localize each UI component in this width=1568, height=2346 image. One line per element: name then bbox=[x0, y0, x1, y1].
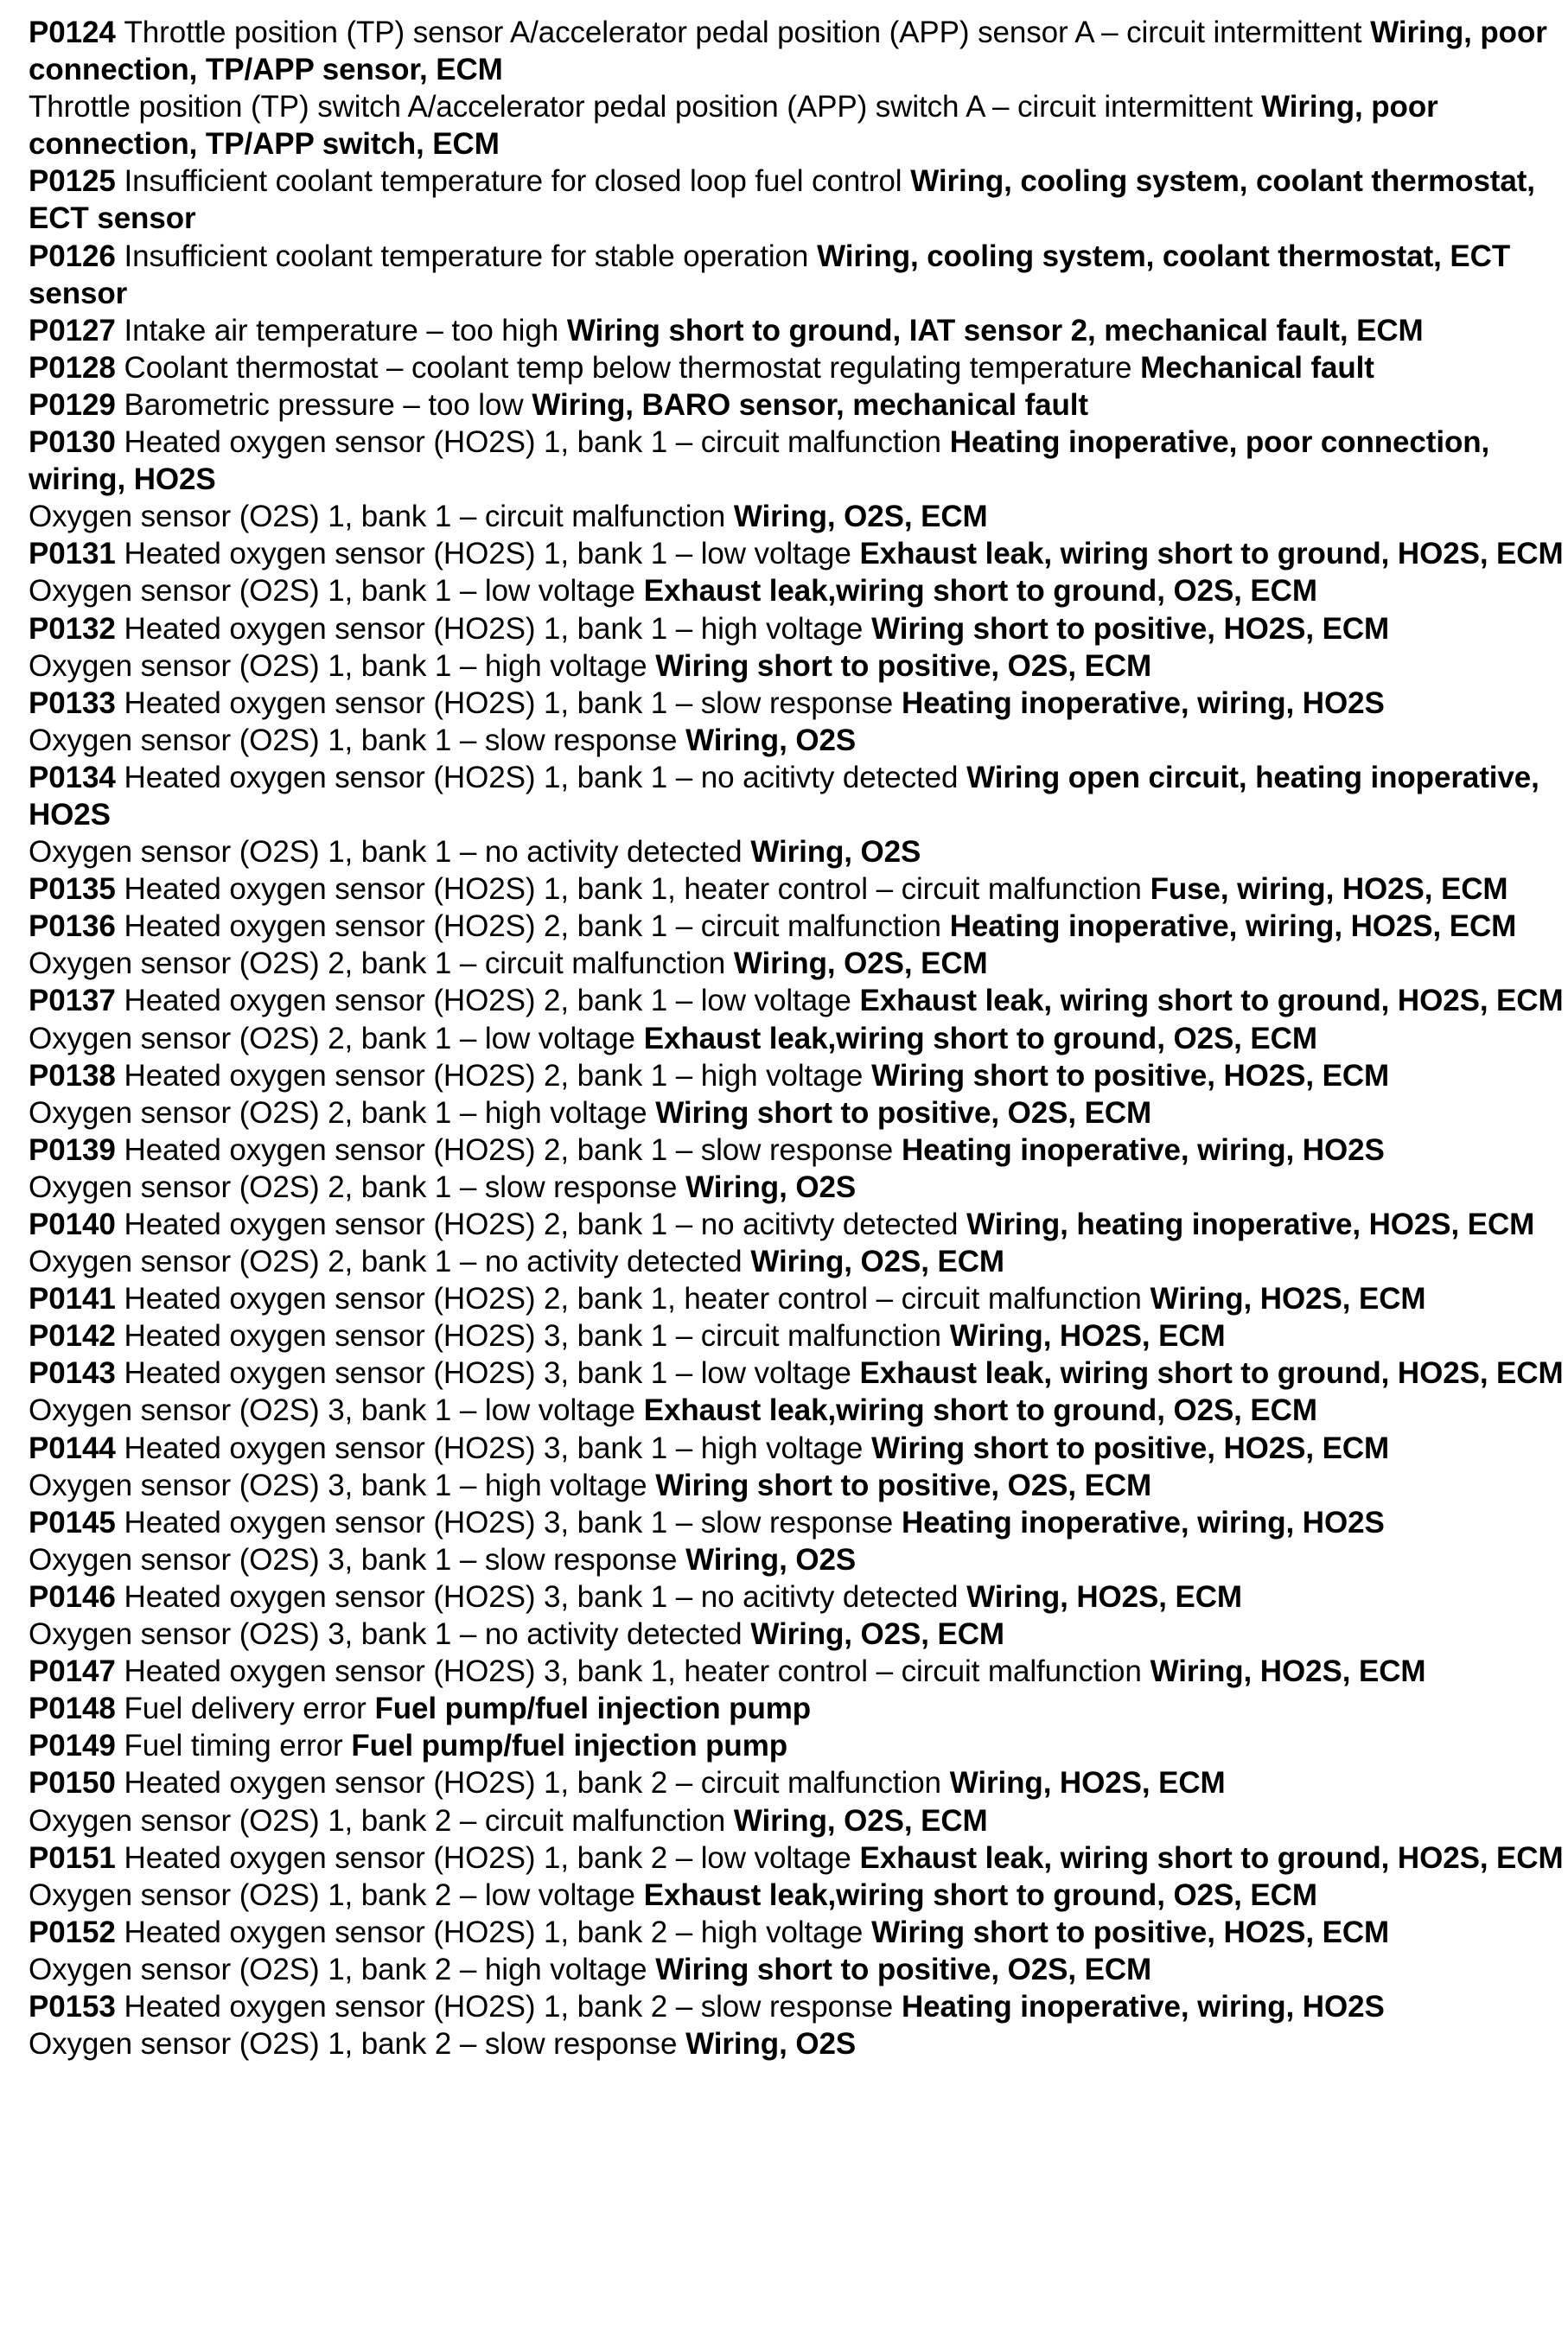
dtc-description: Heated oxygen sensor (HO2S) 2, bank 1 – circuit malfunction bbox=[124, 909, 941, 944]
dtc-entry bbox=[29, 722, 1568, 759]
dtc-description: Heated oxygen sensor (HO2S) 3, bank 1 – circuit malfunction bbox=[124, 1319, 941, 1354]
dtc-entry bbox=[29, 1467, 1568, 1504]
dtc-entry bbox=[29, 1541, 1568, 1578]
dtc-code: P0133 bbox=[29, 685, 116, 720]
dtc-description: Oxygen sensor (O2S) 2, bank 1 – circuit malfunction bbox=[29, 947, 726, 981]
dtc-entry bbox=[29, 312, 1568, 349]
dtc-code: P0127 bbox=[29, 313, 116, 347]
dtc-code: P0125 bbox=[29, 164, 116, 199]
dtc-entry bbox=[29, 1094, 1568, 1132]
dtc-description: Insufficient coolant temperature for closed loop fuel control bbox=[124, 164, 902, 199]
dtc-causes: Wiring, cooling system, coolant thermostat, ECT sensor bbox=[29, 164, 1535, 236]
dtc-causes: Heating inoperative, wiring, HO2S bbox=[901, 1505, 1385, 1540]
dtc-entry bbox=[29, 1430, 1568, 1467]
dtc-entry bbox=[29, 759, 1568, 833]
dtc-entry bbox=[29, 14, 1568, 88]
dtc-code: P0137 bbox=[29, 984, 116, 1018]
dtc-causes: Exhaust leak, wiring short to ground, HO2S, ECM bbox=[859, 537, 1564, 571]
dtc-entry bbox=[29, 1206, 1568, 1243]
dtc-causes: Wiring, HO2S, ECM bbox=[949, 1766, 1226, 1801]
dtc-description: Oxygen sensor (O2S) 1, bank 1 – no activity detected bbox=[29, 835, 743, 870]
dtc-entry bbox=[29, 163, 1568, 237]
dtc-entry bbox=[29, 908, 1568, 945]
dtc-code: P0138 bbox=[29, 1058, 116, 1093]
dtc-entry bbox=[29, 1802, 1568, 1839]
dtc-entry bbox=[29, 685, 1568, 722]
dtc-description: Oxygen sensor (O2S) 2, bank 1 – no activity detected bbox=[29, 1245, 743, 1279]
dtc-description: Heated oxygen sensor (HO2S) 2, bank 1, heater control – circuit malfunction bbox=[124, 1282, 1142, 1316]
dtc-causes: Exhaust leak,wiring short to ground, O2S, ECM bbox=[643, 1393, 1317, 1428]
dtc-description: Heated oxygen sensor (HO2S) 1, bank 1 – circuit malfunction bbox=[124, 425, 941, 460]
dtc-entry bbox=[29, 572, 1568, 609]
dtc-entry bbox=[29, 1727, 1568, 1764]
dtc-description: Oxygen sensor (O2S) 2, bank 1 – high voltage bbox=[29, 1095, 647, 1130]
dtc-code: P0134 bbox=[29, 760, 116, 794]
dtc-causes: Wiring, O2S bbox=[750, 835, 921, 870]
dtc-causes: Wiring short to ground, IAT sensor 2, mechanical fault, ECM bbox=[566, 313, 1424, 347]
dtc-code: P0151 bbox=[29, 1840, 116, 1875]
dtc-entry bbox=[29, 1914, 1568, 1951]
dtc-entry bbox=[29, 1951, 1568, 1988]
dtc-causes: Exhaust leak,wiring short to ground, O2S, ECM bbox=[643, 574, 1317, 609]
dtc-description: Oxygen sensor (O2S) 3, bank 1 – slow response bbox=[29, 1542, 678, 1577]
dtc-description: Fuel delivery error bbox=[124, 1692, 367, 1726]
dtc-causes: Exhaust leak,wiring short to ground, O2S, ECM bbox=[643, 1877, 1317, 1912]
dtc-code: P0124 bbox=[29, 16, 116, 49]
dtc-description: Heated oxygen sensor (HO2S) 1, bank 2 – slow response bbox=[124, 1989, 894, 2024]
dtc-causes: Heating inoperative, wiring, HO2S bbox=[901, 1989, 1385, 2024]
dtc-causes: Exhaust leak,wiring short to ground, O2S, ECM bbox=[643, 1021, 1317, 1055]
dtc-description: Oxygen sensor (O2S) 1, bank 2 – high voltage bbox=[29, 1952, 647, 1986]
dtc-code: P0141 bbox=[29, 1282, 116, 1316]
dtc-description: Heated oxygen sensor (HO2S) 2, bank 1 – no acitivty detected bbox=[124, 1208, 959, 1241]
dtc-code: P0144 bbox=[29, 1431, 116, 1465]
dtc-description: Intake air temperature – too high bbox=[124, 313, 559, 347]
dtc-description: Heated oxygen sensor (HO2S) 3, bank 1 – low voltage bbox=[124, 1356, 851, 1391]
dtc-code: P0150 bbox=[29, 1766, 116, 1801]
dtc-description: Throttle position (TP) sensor A/accelerator pedal position (APP) sensor A – circuit intermittent bbox=[124, 16, 1362, 49]
dtc-causes: Wiring open circuit, heating inoperative, HO2S bbox=[29, 760, 1539, 832]
dtc-description: Heated oxygen sensor (HO2S) 2, bank 1 – low voltage bbox=[124, 984, 851, 1018]
dtc-entry bbox=[29, 1988, 1568, 2025]
dtc-causes: Heating inoperative, poor connection, wiring, HO2S bbox=[29, 425, 1490, 497]
dtc-entry bbox=[29, 1132, 1568, 1169]
dtc-entry bbox=[29, 1392, 1568, 1429]
dtc-description: Oxygen sensor (O2S) 3, bank 1 – no activity detected bbox=[29, 1617, 743, 1652]
dtc-entry bbox=[29, 1653, 1568, 1690]
dtc-causes: Wiring, cooling system, coolant thermostat, ECT sensor bbox=[29, 239, 1511, 310]
dtc-entry bbox=[29, 1504, 1568, 1541]
dtc-causes: Wiring, O2S bbox=[685, 1170, 857, 1204]
dtc-causes: Wiring short to positive, HO2S, ECM bbox=[871, 1058, 1390, 1093]
dtc-description: Heated oxygen sensor (HO2S) 1, bank 1 – high voltage bbox=[124, 611, 864, 646]
dtc-code: P0135 bbox=[29, 872, 116, 907]
dtc-causes: Wiring, O2S, ECM bbox=[733, 1803, 988, 1838]
dtc-description: Coolant thermostat – coolant temp below thermostat regulating temperature bbox=[124, 350, 1132, 385]
dtc-entry bbox=[29, 1877, 1568, 1914]
dtc-causes: Wiring short to positive, O2S, ECM bbox=[655, 1095, 1152, 1130]
dtc-code: P0146 bbox=[29, 1579, 116, 1614]
dtc-entry bbox=[29, 1616, 1568, 1653]
dtc-causes: Heating inoperative, wiring, HO2S bbox=[901, 685, 1385, 720]
dtc-description: Oxygen sensor (O2S) 1, bank 2 – slow response bbox=[29, 2027, 678, 2062]
dtc-causes: Heating inoperative, wiring, HO2S bbox=[901, 1132, 1385, 1167]
dtc-description: Oxygen sensor (O2S) 1, bank 2 – low voltage bbox=[29, 1877, 635, 1912]
dtc-entry bbox=[29, 238, 1568, 312]
dtc-causes: Wiring short to positive, O2S, ECM bbox=[655, 1468, 1152, 1502]
dtc-causes: Fuse, wiring, HO2S, ECM bbox=[1150, 872, 1508, 907]
dtc-causes: Heating inoperative, wiring, HO2S, ECM bbox=[949, 909, 1517, 944]
dtc-entry bbox=[29, 88, 1568, 163]
dtc-description: Heated oxygen sensor (HO2S) 1, bank 1 – no acitivty detected bbox=[124, 760, 959, 794]
dtc-causes: Wiring, O2S bbox=[685, 1542, 857, 1577]
dtc-causes: Fuel pump/fuel injection pump bbox=[374, 1692, 812, 1726]
dtc-description: Oxygen sensor (O2S) 2, bank 1 – low voltage bbox=[29, 1021, 635, 1055]
dtc-entry bbox=[29, 1020, 1568, 1057]
dtc-entry bbox=[29, 647, 1568, 685]
dtc-entry bbox=[29, 1578, 1568, 1616]
dtc-code: P0128 bbox=[29, 350, 116, 385]
dtc-description: Oxygen sensor (O2S) 2, bank 1 – slow response bbox=[29, 1170, 678, 1204]
dtc-causes: Wiring, O2S, ECM bbox=[733, 500, 988, 534]
dtc-description: Heated oxygen sensor (HO2S) 1, bank 1, heater control – circuit malfunction bbox=[124, 872, 1142, 907]
dtc-code-list bbox=[29, 14, 1568, 2062]
dtc-description: Heated oxygen sensor (HO2S) 3, bank 1 – slow response bbox=[124, 1505, 894, 1540]
dtc-code: P0131 bbox=[29, 537, 116, 571]
dtc-entry bbox=[29, 349, 1568, 386]
dtc-causes: Wiring, poor connection, TP/APP sensor, ECM bbox=[29, 16, 1547, 87]
dtc-causes: Wiring, HO2S, ECM bbox=[1150, 1282, 1426, 1316]
dtc-causes: Exhaust leak, wiring short to ground, HO2S, ECM bbox=[859, 1356, 1564, 1391]
dtc-code: P0143 bbox=[29, 1356, 116, 1391]
dtc-description: Insufficient coolant temperature for stable operation bbox=[124, 239, 809, 273]
dtc-entry bbox=[29, 1280, 1568, 1317]
dtc-description: Heated oxygen sensor (HO2S) 3, bank 1, heater control – circuit malfunction bbox=[124, 1654, 1142, 1689]
dtc-entry bbox=[29, 1057, 1568, 1094]
dtc-entry bbox=[29, 833, 1568, 870]
dtc-description: Heated oxygen sensor (HO2S) 2, bank 1 – high voltage bbox=[124, 1058, 864, 1093]
dtc-entry bbox=[29, 424, 1568, 498]
dtc-description: Throttle position (TP) switch A/accelerator pedal position (APP) switch A – circuit intermittent bbox=[29, 90, 1253, 124]
dtc-entry bbox=[29, 1764, 1568, 1801]
dtc-description: Heated oxygen sensor (HO2S) 1, bank 2 – circuit malfunction bbox=[124, 1766, 941, 1801]
dtc-entry bbox=[29, 1169, 1568, 1206]
dtc-entry bbox=[29, 1243, 1568, 1280]
dtc-causes: Wiring, HO2S, ECM bbox=[949, 1319, 1226, 1354]
dtc-entry bbox=[29, 535, 1568, 572]
dtc-causes: Wiring, O2S, ECM bbox=[733, 947, 988, 981]
dtc-description: Oxygen sensor (O2S) 1, bank 2 – circuit malfunction bbox=[29, 1803, 726, 1838]
dtc-causes: Fuel pump/fuel injection pump bbox=[351, 1729, 787, 1763]
dtc-code: P0136 bbox=[29, 909, 116, 944]
dtc-causes: Wiring, HO2S, ECM bbox=[1150, 1654, 1426, 1689]
dtc-causes: Wiring, HO2S, ECM bbox=[966, 1579, 1242, 1614]
dtc-causes: Mechanical fault bbox=[1140, 350, 1374, 385]
dtc-description: Oxygen sensor (O2S) 3, bank 1 – low voltage bbox=[29, 1393, 635, 1428]
dtc-description: Oxygen sensor (O2S) 1, bank 1 – high voltage bbox=[29, 648, 647, 683]
dtc-causes: Exhaust leak, wiring short to ground, HO2S, ECM bbox=[859, 984, 1564, 1018]
dtc-code: P0130 bbox=[29, 425, 116, 460]
dtc-entry bbox=[29, 870, 1568, 908]
dtc-causes: Wiring, O2S bbox=[685, 723, 857, 757]
dtc-entry bbox=[29, 2025, 1568, 2062]
dtc-code: P0140 bbox=[29, 1208, 116, 1241]
dtc-code: P0147 bbox=[29, 1654, 116, 1689]
dtc-description: Oxygen sensor (O2S) 3, bank 1 – high voltage bbox=[29, 1468, 647, 1502]
dtc-causes: Wiring short to positive, HO2S, ECM bbox=[871, 611, 1390, 646]
dtc-description: Heated oxygen sensor (HO2S) 3, bank 1 – high voltage bbox=[124, 1431, 864, 1465]
dtc-description: Heated oxygen sensor (HO2S) 2, bank 1 – slow response bbox=[124, 1132, 894, 1167]
dtc-code: P0152 bbox=[29, 1915, 116, 1949]
dtc-code: P0148 bbox=[29, 1692, 116, 1726]
dtc-causes: Wiring, heating inoperative, HO2S, ECM bbox=[966, 1208, 1535, 1241]
dtc-entry bbox=[29, 610, 1568, 647]
dtc-description: Fuel timing error bbox=[124, 1729, 343, 1763]
dtc-code: P0129 bbox=[29, 387, 116, 422]
dtc-code: P0139 bbox=[29, 1132, 116, 1167]
dtc-entry bbox=[29, 386, 1568, 424]
dtc-entry bbox=[29, 1355, 1568, 1392]
dtc-causes: Exhaust leak, wiring short to ground, HO2S, ECM bbox=[859, 1840, 1564, 1875]
dtc-causes: Wiring, O2S bbox=[685, 2027, 857, 2062]
dtc-entry bbox=[29, 945, 1568, 982]
dtc-causes: Wiring short to positive, O2S, ECM bbox=[655, 1952, 1152, 1986]
dtc-description: Oxygen sensor (O2S) 1, bank 1 – circuit malfunction bbox=[29, 500, 726, 534]
dtc-code: P0149 bbox=[29, 1729, 116, 1763]
dtc-code: P0132 bbox=[29, 611, 116, 646]
dtc-description: Barometric pressure – too low bbox=[124, 387, 524, 422]
dtc-description: Oxygen sensor (O2S) 1, bank 1 – slow response bbox=[29, 723, 678, 757]
dtc-causes: Wiring, O2S, ECM bbox=[750, 1245, 1004, 1279]
dtc-description: Heated oxygen sensor (HO2S) 1, bank 1 – low voltage bbox=[124, 537, 851, 571]
dtc-description: Oxygen sensor (O2S) 1, bank 1 – low voltage bbox=[29, 574, 635, 609]
dtc-causes: Wiring short to positive, O2S, ECM bbox=[655, 648, 1152, 683]
dtc-description: Heated oxygen sensor (HO2S) 1, bank 2 – high voltage bbox=[124, 1915, 864, 1949]
dtc-causes: Wiring, O2S, ECM bbox=[750, 1617, 1004, 1652]
dtc-entry bbox=[29, 1690, 1568, 1727]
dtc-causes: Wiring short to positive, HO2S, ECM bbox=[871, 1431, 1390, 1465]
dtc-entry bbox=[29, 1839, 1568, 1877]
dtc-code: P0145 bbox=[29, 1505, 116, 1540]
dtc-entry bbox=[29, 498, 1568, 535]
dtc-causes: Wiring, BARO sensor, mechanical fault bbox=[532, 387, 1088, 422]
dtc-description: Heated oxygen sensor (HO2S) 1, bank 2 – low voltage bbox=[124, 1840, 851, 1875]
dtc-code: P0142 bbox=[29, 1319, 116, 1354]
dtc-code: P0153 bbox=[29, 1989, 116, 2024]
dtc-code: P0126 bbox=[29, 239, 116, 273]
dtc-causes: Wiring short to positive, HO2S, ECM bbox=[871, 1915, 1390, 1949]
dtc-causes: Wiring, poor connection, TP/APP switch, ECM bbox=[29, 90, 1438, 162]
dtc-description: Heated oxygen sensor (HO2S) 3, bank 1 – no acitivty detected bbox=[124, 1579, 959, 1614]
dtc-entry bbox=[29, 982, 1568, 1019]
dtc-entry bbox=[29, 1317, 1568, 1355]
dtc-description: Heated oxygen sensor (HO2S) 1, bank 1 – slow response bbox=[124, 685, 894, 720]
